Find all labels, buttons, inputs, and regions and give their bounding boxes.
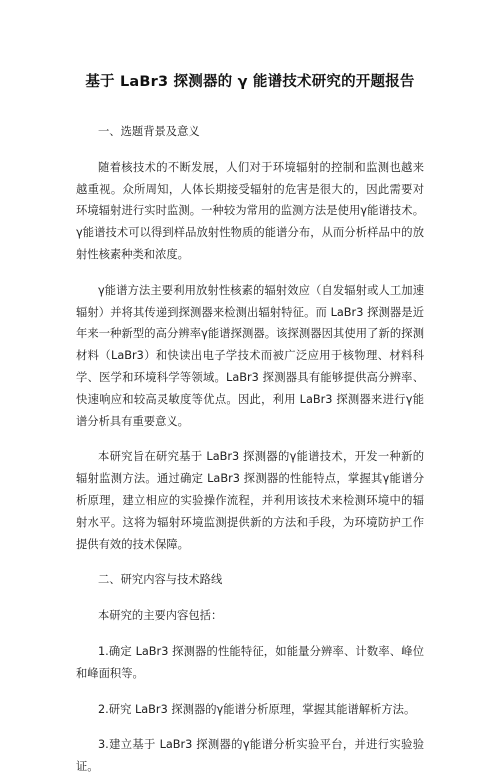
list-item-research-2: 2.研究 LaBr3 探测器的γ能谱分析原理，掌握其能谱解析方法。 [98, 702, 416, 716]
paragraph-research-intro: 本研究的主要内容包括： [98, 609, 223, 623]
section-heading-research-content: 二、研究内容与技术路线 [98, 573, 223, 587]
section-research-content [76, 569, 424, 778]
list-item-research-1: 1.确定 LaBr3 探测器的性能特征，如能量分辨率、计数率、峰位和峰面积等。 [76, 644, 424, 680]
section-background [76, 121, 424, 555]
paragraph-background-2: γ能谱方法主要利用放射性核素的辐射效应（自发辐射或人工加速辐射）并将其传递到探测器来检测出辐射特征。而 LaBr3 探测器是近年来一种新型的高分辨率γ能谱探测器。该探测器因其使用了新的探测材料（LaBr3）和快读出电子学技术而被广泛应用于核物理、材料科学、医学和环境科学等领域。LaBr3 探测器具有能够提供高分辨率、快速响应和较高灵敏度等优点。因此，利用 LaBr3 探测器来进行γ能谱分析具有重要意义。 [76, 283, 424, 428]
list-item-research-3: 3.建立基于 LaBr3 探测器的γ能谱分析实验平台，并进行实验验证。 [76, 738, 424, 774]
section-heading-background: 一、选题背景及意义 [98, 125, 200, 138]
document-title: 基于 LaBr3 探测器的 γ 能谱技术研究的开题报告 [85, 74, 415, 90]
paragraph-background-1: 随着核技术的不断发展，人们对于环境辐射的控制和监测也越来越重视。众所周知，人体长期接受辐射的危害是很大的，因此需要对环境辐射进行实时监测。一种较为常用的监测方法是使用γ能谱技术。γ能谱技术可以得到样品放射性物质的能谱分布，从而分析样品中的放射性核素种类和浓度。 [76, 160, 424, 261]
paragraph-background-3: 本研究旨在研究基于 LaBr3 探测器的γ能谱技术，开发一种新的辐射监测方法。通过确定 LaBr3 探测器的性能特点，掌握其γ能谱分析原理，建立相应的实验操作流程，并利用该技术来检测环境中的辐射水平。这将为辐射环境监测提供新的方法和手段，为环境防护工作提供有效的技术保障。 [76, 450, 424, 551]
